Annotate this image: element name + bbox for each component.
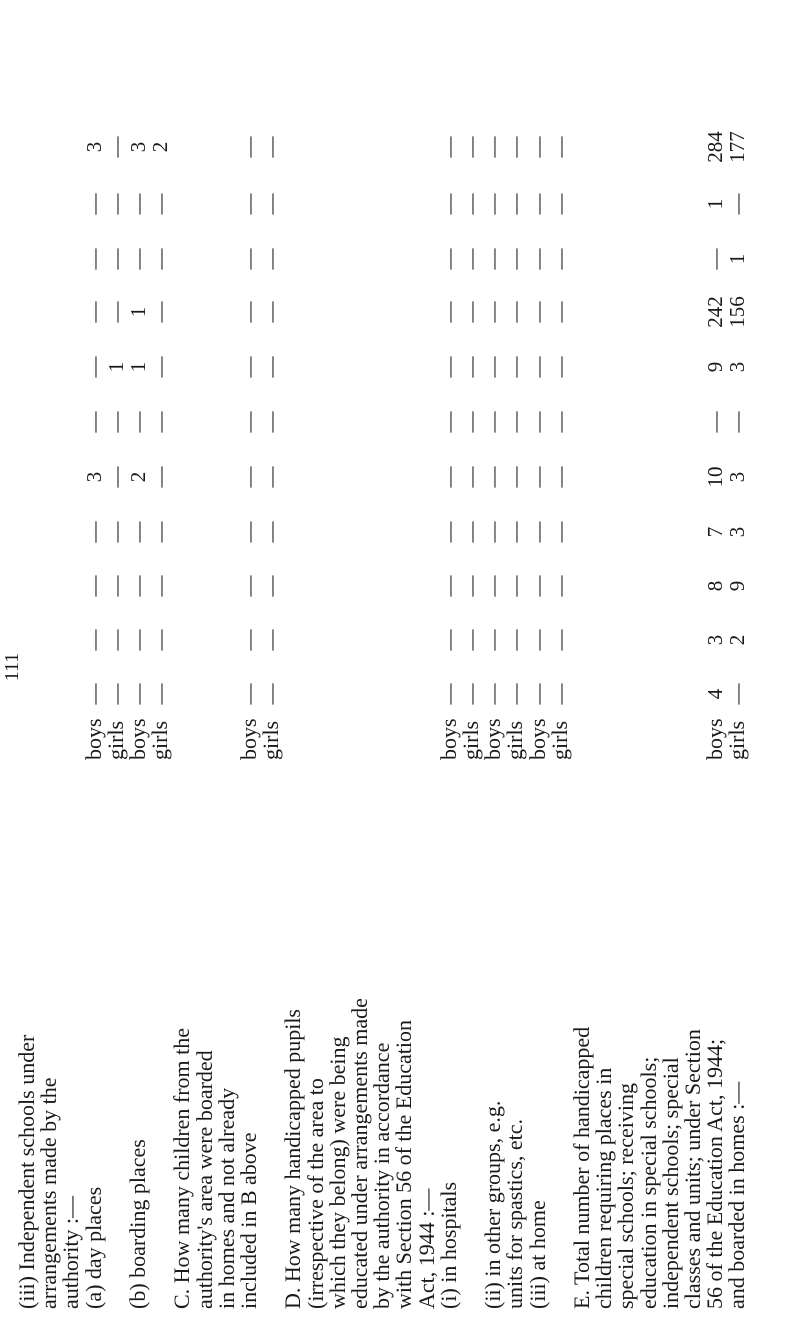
table-cell: — — [103, 466, 128, 488]
table-cell: — — [126, 521, 150, 543]
table-cell: — — [503, 301, 528, 323]
table-cell: — — [259, 466, 284, 488]
table-cell: — — [503, 411, 528, 433]
table-cell: — — [81, 575, 106, 597]
table-cell: — — [547, 683, 572, 705]
table-cell: — — [436, 248, 461, 270]
page-number: 111 — [1, 652, 23, 682]
row-sex: boys — [236, 718, 261, 760]
table-cell: — — [259, 248, 284, 270]
row-sex: girls — [147, 720, 173, 760]
table-cell: — — [547, 356, 572, 378]
table-cell: — — [81, 683, 106, 705]
table-cell: — — [81, 193, 106, 215]
table-cell: — — [237, 356, 261, 378]
table-cell: — — [459, 411, 483, 433]
table-cell: — — [237, 301, 261, 323]
table-cell: 2 — [725, 634, 750, 646]
table-cell: — — [525, 629, 550, 651]
table-cell: — — [237, 193, 261, 215]
table-cell: 242 — [703, 296, 728, 328]
table-cell: 1 — [103, 361, 128, 373]
table-cell: — — [436, 466, 461, 488]
row-label: special schools; receiving — [613, 1082, 639, 1309]
table-cell: — — [547, 193, 572, 215]
table-cell: — — [103, 683, 128, 705]
table-cell: — — [436, 301, 461, 323]
table-cell: — — [725, 193, 750, 215]
row-label: D. How many handicapped pupils — [280, 1009, 306, 1309]
row-label: independent schools; special — [657, 1057, 683, 1309]
table-cell: — — [237, 521, 261, 543]
row-label: (iii) at home — [524, 1200, 550, 1309]
table-cell: — — [503, 193, 528, 215]
table-cell: 4 — [703, 688, 728, 700]
table-cell: — — [503, 521, 528, 543]
row-label: with Section 56 of the Education — [391, 1020, 417, 1309]
row-label: by the authority in accordance — [369, 1042, 395, 1309]
table-cell: — — [547, 411, 572, 433]
table-cell: — — [259, 301, 284, 323]
table-cell: — — [81, 629, 106, 651]
table-cell: — — [103, 629, 128, 651]
table-cell: — — [259, 683, 284, 705]
table-cell: — — [148, 521, 173, 543]
table-cell: — — [148, 575, 173, 597]
row-sex: girls — [102, 720, 128, 760]
table-cell: 9 — [703, 361, 728, 373]
row-sex: girls — [258, 720, 284, 760]
table-cell: 1 — [725, 253, 750, 265]
row-sex: girls — [458, 720, 483, 760]
row-label: which they belong) were being — [324, 1036, 350, 1309]
table-cell: — — [525, 193, 550, 215]
table-cell: — — [525, 301, 550, 323]
table-cell: — — [503, 248, 528, 270]
row-label: educated under arrangements made — [347, 998, 372, 1309]
table-cell: 156 — [725, 296, 750, 328]
table-cell: — — [547, 136, 572, 158]
table-cell: — — [81, 301, 106, 323]
row-sex: boys — [702, 718, 728, 760]
table-cell: — — [481, 575, 506, 597]
row-sex: girls — [502, 720, 528, 760]
table-cell: — — [436, 575, 461, 597]
table-cell: — — [237, 683, 261, 705]
table-cell: — — [503, 136, 528, 158]
table-cell: 1 — [126, 361, 150, 373]
table-cell: — — [503, 466, 528, 488]
table-cell: — — [126, 193, 150, 215]
row-label: (ii) in other groups, e.g. — [480, 1100, 506, 1309]
table-cell: — — [725, 683, 750, 705]
table-cell: — — [259, 411, 284, 433]
table-cell: — — [459, 248, 483, 270]
table-cell: — — [103, 575, 128, 597]
table-cell: — — [459, 193, 483, 215]
row-label: children requiring places in — [591, 1067, 617, 1309]
table-cell: — — [481, 248, 506, 270]
table-cell: 2 — [148, 141, 173, 153]
table-cell: — — [547, 248, 572, 270]
row-sex: boys — [480, 718, 506, 760]
table-cell: — — [481, 136, 506, 158]
table-cell: — — [103, 521, 128, 543]
table-cell: 10 — [703, 466, 728, 488]
table-cell: 3 — [81, 471, 106, 483]
row-sex: boys — [80, 718, 106, 760]
table-cell: 177 — [725, 131, 750, 163]
row-label: units for spastics, etc. — [502, 1118, 528, 1309]
table-cell: — — [481, 521, 506, 543]
table-cell: — — [525, 575, 550, 597]
table-cell: — — [503, 629, 528, 651]
row-label: arrangements made by the — [36, 1077, 62, 1309]
table-cell: — — [525, 521, 550, 543]
table-cell: 3 — [725, 526, 750, 538]
table-cell: — — [481, 683, 506, 705]
table-cell: — — [436, 629, 461, 651]
table-cell: — — [436, 356, 461, 378]
table-cell: — — [436, 136, 461, 158]
table-cell: 8 — [703, 580, 728, 592]
table-cell: — — [259, 193, 284, 215]
table-cell: — — [81, 356, 106, 378]
table-cell: — — [525, 411, 550, 433]
table-cell: 9 — [725, 580, 750, 592]
table-cell: — — [525, 248, 550, 270]
table-cell: — — [703, 248, 728, 270]
table-cell: — — [148, 356, 173, 378]
table-cell: — — [481, 411, 506, 433]
table-row — [724, 0, 750, 1327]
table-cell: — — [547, 466, 572, 488]
table-cell: — — [259, 356, 284, 378]
table-cell: — — [148, 301, 173, 323]
table-cell: 1 — [126, 306, 150, 318]
table-cell: — — [259, 136, 284, 158]
table-cell: — — [725, 411, 750, 433]
table-cell: 1 — [703, 198, 728, 210]
row-label: C. How many children from the — [169, 1027, 195, 1309]
table-cell: 3 — [725, 361, 750, 373]
row-label: Act, 1944 :— — [413, 1188, 439, 1309]
table-cell: 3 — [725, 471, 750, 483]
table-cell: — — [259, 575, 284, 597]
row-label: included in B above — [236, 1132, 261, 1309]
table-cell: — — [259, 629, 284, 651]
table-cell: — — [148, 629, 173, 651]
table-cell: — — [148, 466, 173, 488]
row-label: E. Total number of handicapped — [569, 1026, 594, 1309]
table-cell: — — [436, 193, 461, 215]
table-cell: — — [503, 575, 528, 597]
table-cell: — — [481, 193, 506, 215]
table-cell: — — [148, 411, 173, 433]
table-cell: — — [237, 136, 261, 158]
table-cell: — — [436, 521, 461, 543]
table-cell: — — [103, 411, 128, 433]
table-cell: — — [481, 629, 506, 651]
row-label: (a) day places — [80, 1186, 106, 1309]
table-cell: — — [436, 411, 461, 433]
table-cell: — — [237, 411, 261, 433]
row-label: (b) boarding places — [125, 1139, 150, 1309]
row-label: and boarded in homes :— — [724, 1081, 750, 1309]
row-label: classes and units; under Section — [680, 1029, 705, 1309]
table-cell: — — [103, 136, 128, 158]
table-cell: — — [503, 683, 528, 705]
table-cell: 3 — [81, 141, 106, 153]
table-cell: — — [259, 521, 284, 543]
table-cell: — — [459, 136, 483, 158]
table-cell: — — [237, 248, 261, 270]
table-cell: — — [547, 575, 572, 597]
table-cell: — — [81, 248, 106, 270]
table-cell: — — [459, 466, 483, 488]
row-label: (irrespective of the area to — [302, 1078, 328, 1309]
table-cell: — — [547, 301, 572, 323]
row-sex: girls — [546, 720, 572, 760]
table-cell: — — [525, 356, 550, 378]
row-label: (i) in hospitals — [435, 1181, 461, 1309]
row-label: 56 of the Education Act, 1944; — [702, 1038, 728, 1309]
table-cell: — — [459, 575, 483, 597]
table-cell: — — [459, 301, 483, 323]
table-cell: — — [503, 356, 528, 378]
table-cell: — — [481, 301, 506, 323]
row-label: authority :— — [58, 1195, 84, 1309]
table-cell: 3 — [703, 634, 728, 646]
table-cell: — — [126, 575, 150, 597]
table-cell: — — [148, 248, 173, 270]
table-cell: 7 — [703, 526, 728, 538]
table-cell: — — [481, 356, 506, 378]
table-cell: — — [103, 301, 128, 323]
table-cell: — — [525, 466, 550, 488]
table-cell: 2 — [126, 471, 150, 483]
table-cell: 284 — [703, 131, 728, 163]
table-cell: — — [148, 683, 173, 705]
table-cell: — — [103, 193, 128, 215]
table-cell: — — [103, 248, 128, 270]
table-cell: — — [81, 521, 106, 543]
table-cell: — — [237, 629, 261, 651]
row-label: in homes and not already — [213, 1087, 239, 1309]
table-cell: — — [459, 521, 483, 543]
table-cell: — — [237, 575, 261, 597]
table-cell: — — [703, 411, 728, 433]
table-cell: — — [547, 629, 572, 651]
row-label: authority's area were boarded — [191, 1050, 217, 1309]
row-sex: boys — [524, 718, 550, 760]
table-cell: — — [126, 248, 150, 270]
table-cell: 3 — [126, 141, 150, 153]
table-cell: — — [148, 193, 173, 215]
row-sex: boys — [125, 718, 150, 760]
row-sex: girls — [724, 720, 750, 760]
table-cell: — — [481, 466, 506, 488]
table-cell: — — [436, 683, 461, 705]
table-cell: — — [459, 683, 483, 705]
table-cell: — — [126, 683, 150, 705]
table-cell: — — [525, 683, 550, 705]
row-sex: boys — [435, 718, 461, 760]
table-cell: — — [459, 629, 483, 651]
table-cell: — — [237, 466, 261, 488]
row-label: (iii) Independent schools under — [14, 1034, 39, 1309]
row-label: education in special schools; — [635, 1056, 661, 1309]
table-cell: — — [81, 411, 106, 433]
table-cell: — — [126, 411, 150, 433]
table-cell: — — [459, 356, 483, 378]
table-cell: — — [525, 136, 550, 158]
table-cell: — — [547, 521, 572, 543]
table-cell: — — [126, 629, 150, 651]
